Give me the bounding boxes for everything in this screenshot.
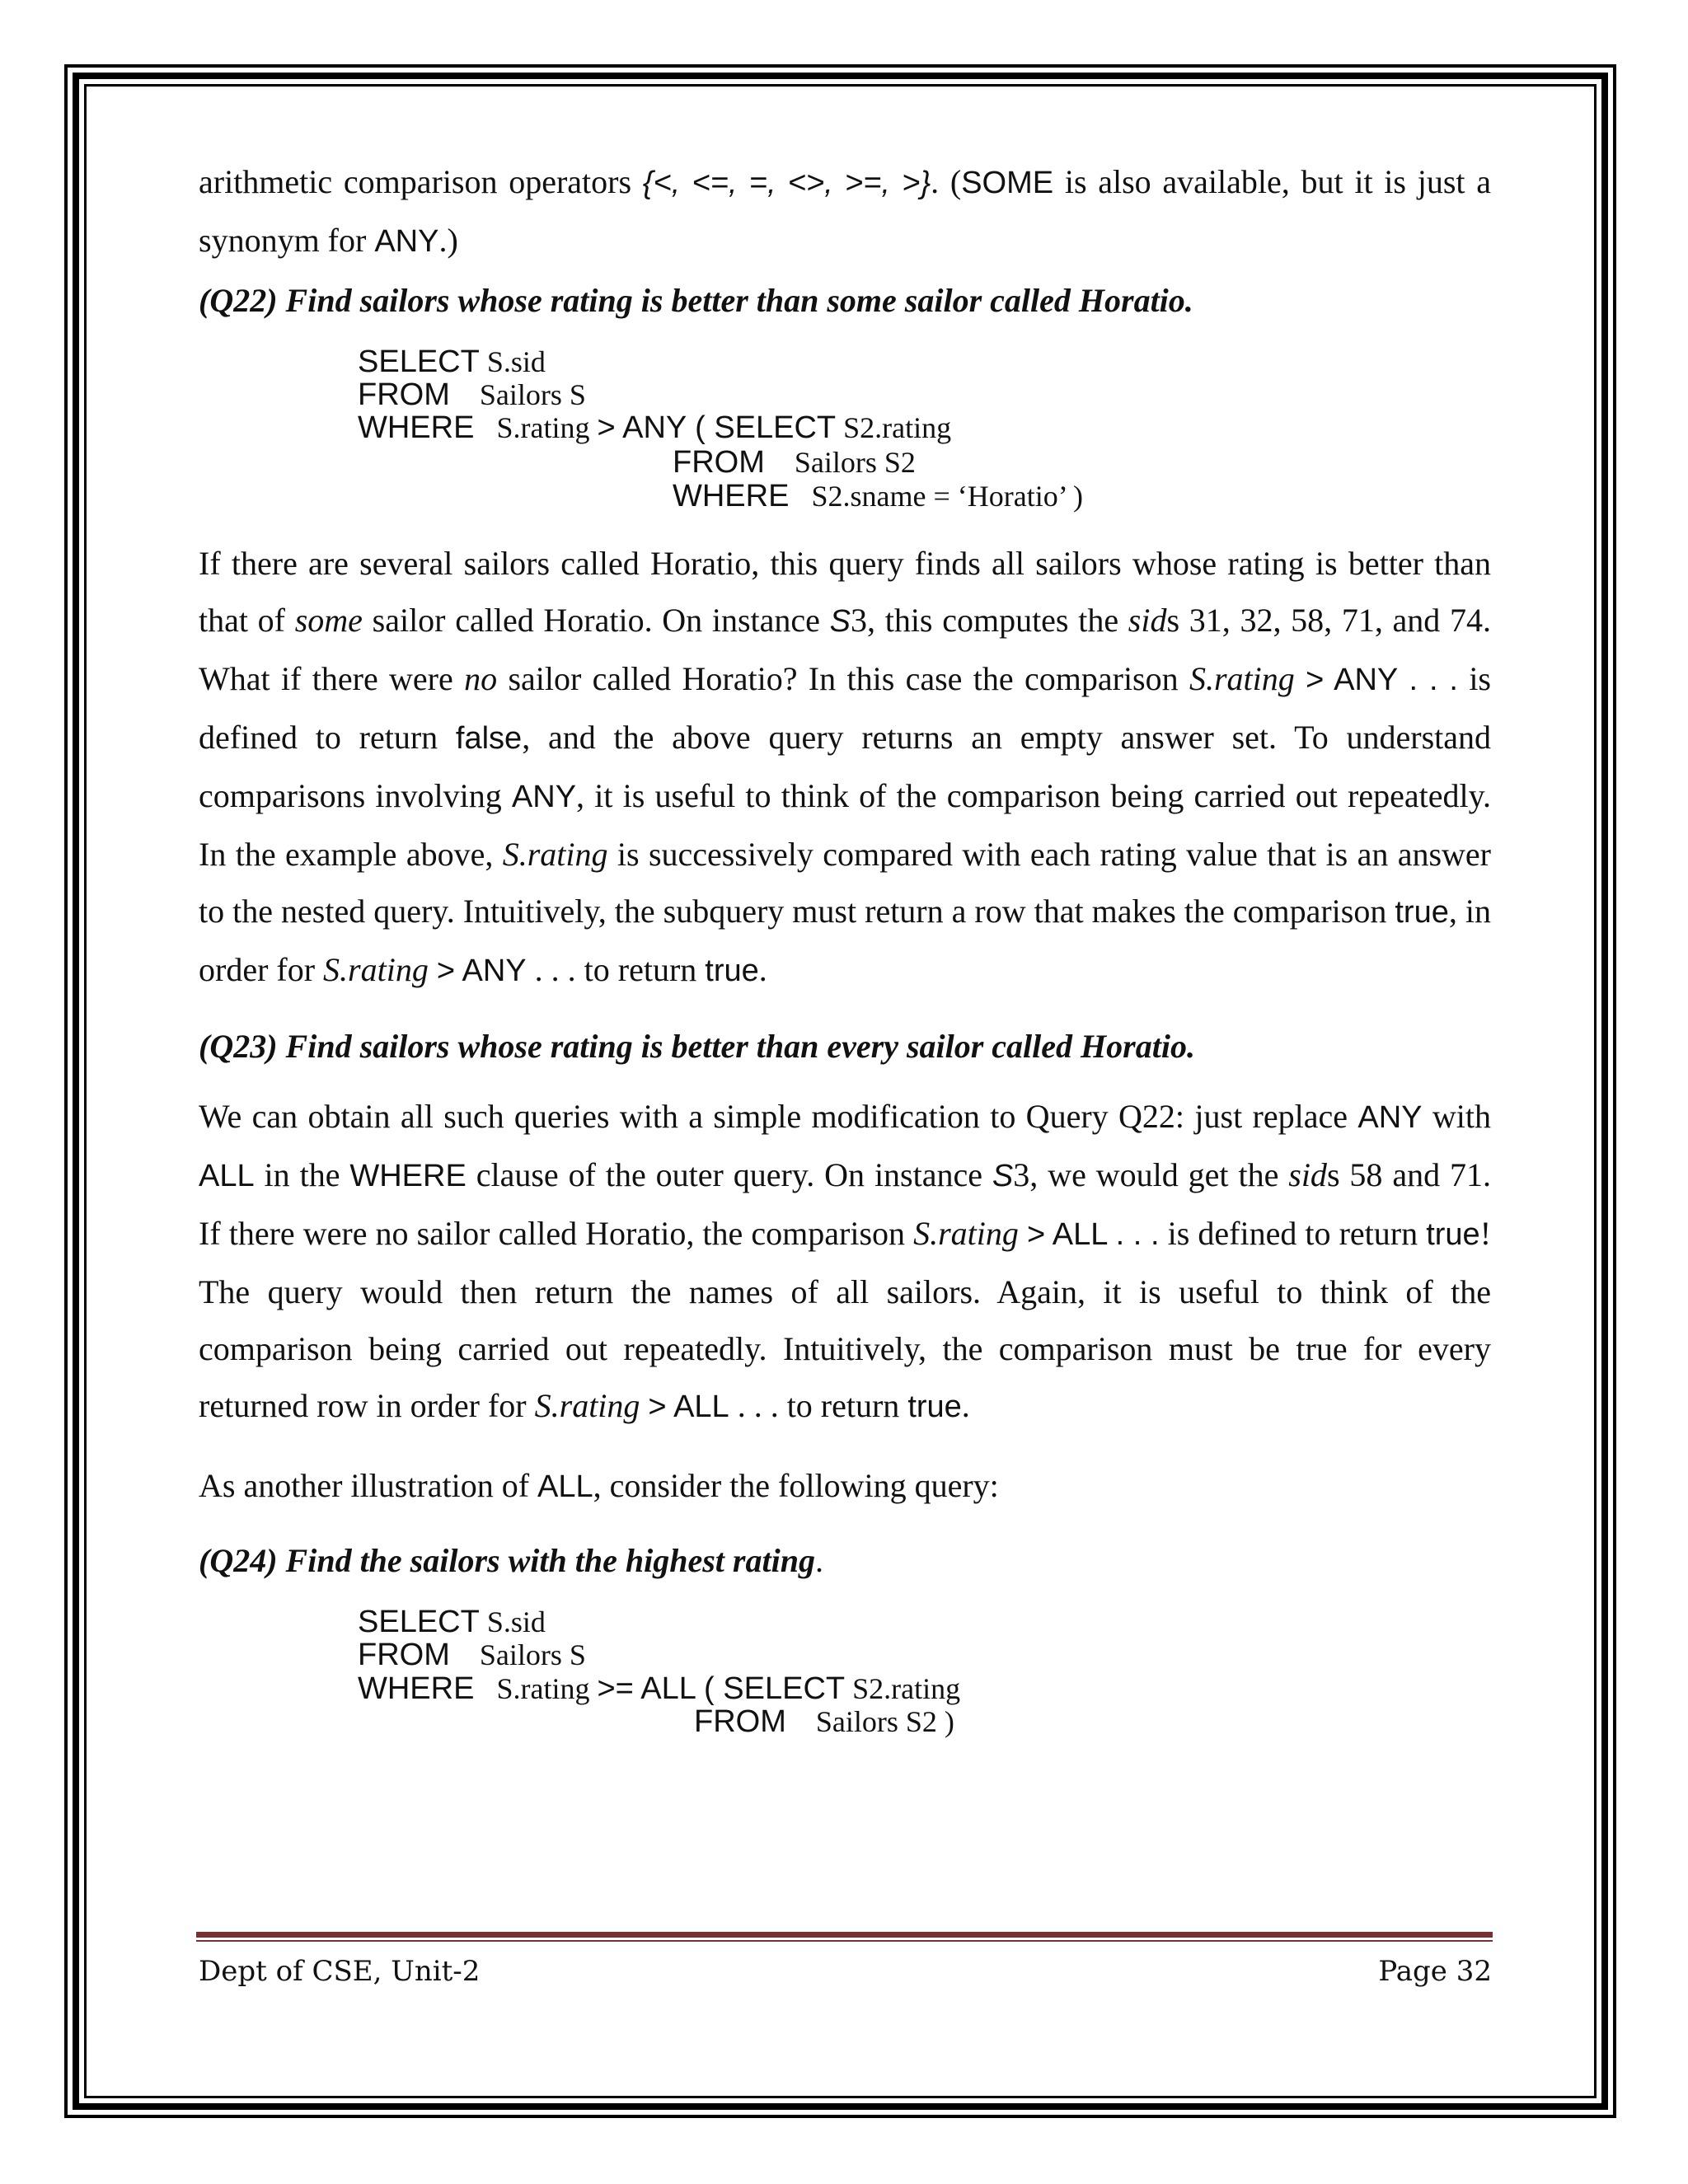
code-line: FROM Sailors S [358,1638,586,1672]
intro-paragraph: arithmetic comparison operators {<, <=, =, <>, >=, >}. (SOME is also available, but it is just a synonym for ANY.) [199,163,1491,259]
footer-department: Dept of CSE, Unit-2 [199,1955,481,1988]
any-explanation-paragraph: If there are several sailors called Horatio, this query finds all sailors whose rating is better than that of some sailor called Horatio. On instance S3, this computes the sids 31, 32, 58, 71, and 74. What if there were no sailor called Horatio? In this case the comparison S.rating > ANY . . . is defined to return false, and the above query returns an empty answer set. To understand comparisons involving ANY, it is useful to think of the comparison being carried out repeatedly. In the example above, S.rating is successively compared with each rating value that is an answer to the nested query. Intuitively, the subquery must return a row that makes the comparison true, in order for S.rating > ANY . . . to return true. [199,545,1492,988]
all-explanation-paragraph: We can obtain all such queries with a simple modification to Query Q22: just replace ANY with ALL in the WHERE clause of the outer query. On instance S3, we would get the sids 58 and 71. If there were no sailor called Horatio, the comparison S.rating > ALL . . . is defined to return true! The query would then return the names of all sailors. Again, it is useful to think of the comparison being carried out repeatedly. Intuitively, the comparison must be true for every returned row in order for S.rating > ALL . . . to return true. [199,1098,1492,1424]
q24-code-block [358,1605,1491,1742]
q23-title: (Q23) Find sailors whose rating is better than every sailor called Horatio. [199,1028,1195,1065]
code-line: FROM Sailors S2 [673,445,916,480]
page-content [199,153,1491,1742]
code-line: SELECT S.sid [358,344,546,379]
code-line: WHERE S.rating > ANY ( SELECT S2.rating [358,410,952,445]
footer-rule-thin [196,1940,1493,1942]
code-line: FROM Sailors S [358,377,586,412]
footer-rule [196,1932,1493,1938]
code-line: FROM Sailors S2 ) [694,1704,954,1739]
code-line: WHERE S.rating >= ALL ( SELECT S2.rating [358,1671,961,1706]
code-line: SELECT S.sid [358,1605,546,1639]
illustration-paragraph: As another illustration of ALL, consider the following query: [199,1467,999,1504]
code-line: WHERE S2.sname = ‘Horatio’ ) [673,479,1084,513]
footer-page-number: Page 32 [1378,1955,1492,1988]
q24-title: (Q24) Find the sailors with the highest rating. [199,1542,823,1579]
q22-title: (Q22) Find sailors whose rating is better than some sailor called Horatio. [199,282,1193,319]
q22-code-block [358,345,1491,515]
